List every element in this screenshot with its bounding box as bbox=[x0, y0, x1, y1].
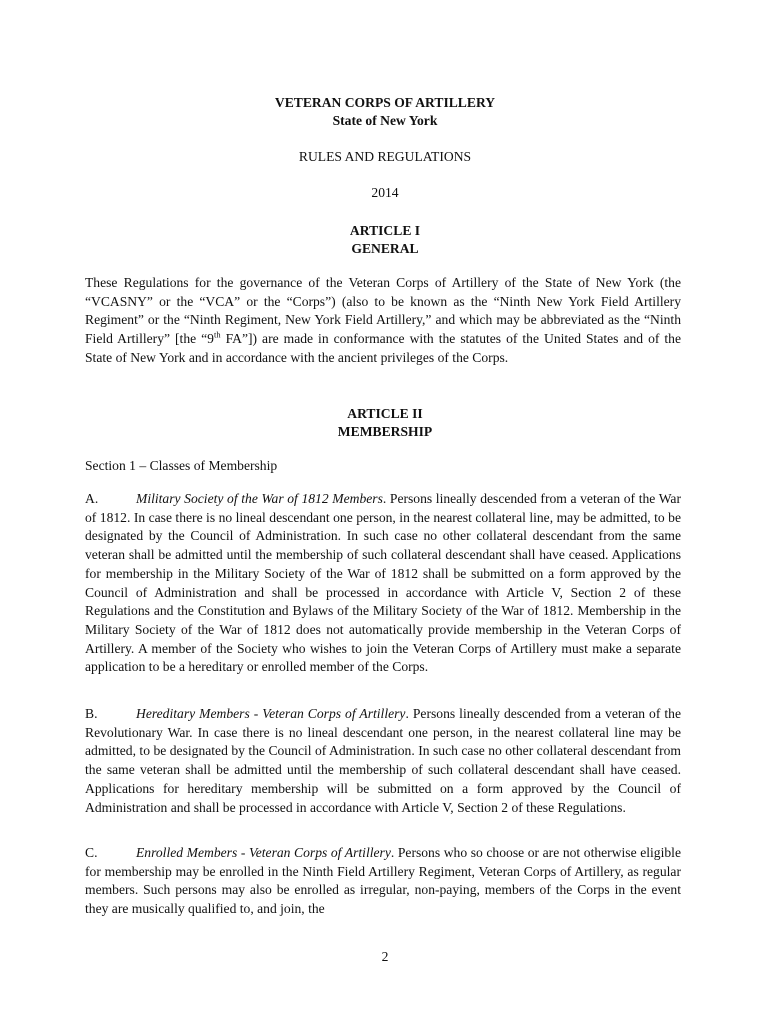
item-title: Enrolled Members - Veteran Corps of Artillery bbox=[136, 845, 391, 860]
section-title: Section 1 – Classes of Membership bbox=[85, 458, 278, 473]
item-marker: C. bbox=[85, 845, 98, 860]
article-1-text-part-2: FA”]) are made in conformance with the statutes of the United States and of the State of New York and in accordance with the ancient privileges of the Corps. bbox=[85, 331, 681, 365]
membership-item-c bbox=[85, 844, 681, 919]
state-line: State of New York bbox=[332, 113, 438, 128]
page-number: 2 bbox=[381, 949, 389, 964]
membership-item-b bbox=[85, 705, 681, 817]
item-marker: B. bbox=[85, 706, 98, 721]
org-title: VETERAN CORPS OF ARTILLERY bbox=[274, 95, 496, 110]
item-text: . Persons lineally descended from a veteran of the Revolutionary War. In case there is no lineal descendant one person, in the nearest collateral line may be admitted, to be designated by the Council of Administration. In such case no other collateral descendant from the same veteran shall be admitted until the membership of such collateral descendant shall have ceased. Applications for hereditary membership will be submitted on a form approved by the Council of Administration and shall be processed in accordance with Article V, Section 2 of these Regulations. bbox=[85, 706, 681, 815]
item-marker: A. bbox=[85, 491, 99, 506]
item-text: . Persons lineally descended from a veteran of the War of 1812. In case there is no lineal descendant one person, in the nearest collateral line, may be admitted, to be designated by the Council of Administration. In such case no other collateral descendant from the same veteran shall be admitted until the membership of such collateral descendant shall have ceased. Applications for membership in the Military Society of the War of 1812 shall be submitted on a form approved by the Council of Administration and shall be processed in accordance with Article V, Section 2 of these Regulations and the Constitution and Bylaws of the Military Society of the War of 1812. Membership in the Military Society of the War of 1812 does not automatically provide membership in the Veteran Corps of Artillery. A member of the Society who wishes to join the Veteran Corps of Artillery must make a separate application to be a hereditary or enrolled member of the Corps. bbox=[85, 491, 681, 675]
article-1-paragraph bbox=[85, 274, 681, 368]
ordinal-suffix: th bbox=[213, 329, 221, 340]
item-title: Hereditary Members - Veteran Corps of Artillery bbox=[136, 706, 406, 721]
item-title: Military Society of the War of 1812 Members bbox=[136, 491, 383, 506]
article-2-heading: ARTICLE II bbox=[347, 406, 423, 421]
article-1-heading: ARTICLE I bbox=[349, 223, 421, 238]
article-1-text-part-1: These Regulations for the governance of the Veteran Corps of Artillery of the State of New York (the “VCASNY” or the “VCA” or the “Corps”) (also to be known as the “Ninth New York Field Artillery Regiment” or the “Ninth Regiment, New York Field Artillery,” and which may be abbreviated as the “Ninth Field Artillery” [the “9 bbox=[85, 275, 681, 347]
document-year: 2014 bbox=[371, 185, 399, 200]
membership-item-a bbox=[85, 490, 681, 677]
article-2-subheading: MEMBERSHIP bbox=[337, 424, 433, 439]
article-1-subheading: GENERAL bbox=[351, 241, 419, 256]
item-text: . Persons who so choose or are not otherwise eligible for membership may be enrolled in the Ninth Field Artillery Regiment, Veteran Corps of Artillery, as regular members. Such persons may also be enrolled as irregular, non-paying, members of the Corps in the event they are musically qualified to, and join, the bbox=[85, 845, 681, 917]
document-title: RULES AND REGULATIONS bbox=[298, 149, 472, 164]
